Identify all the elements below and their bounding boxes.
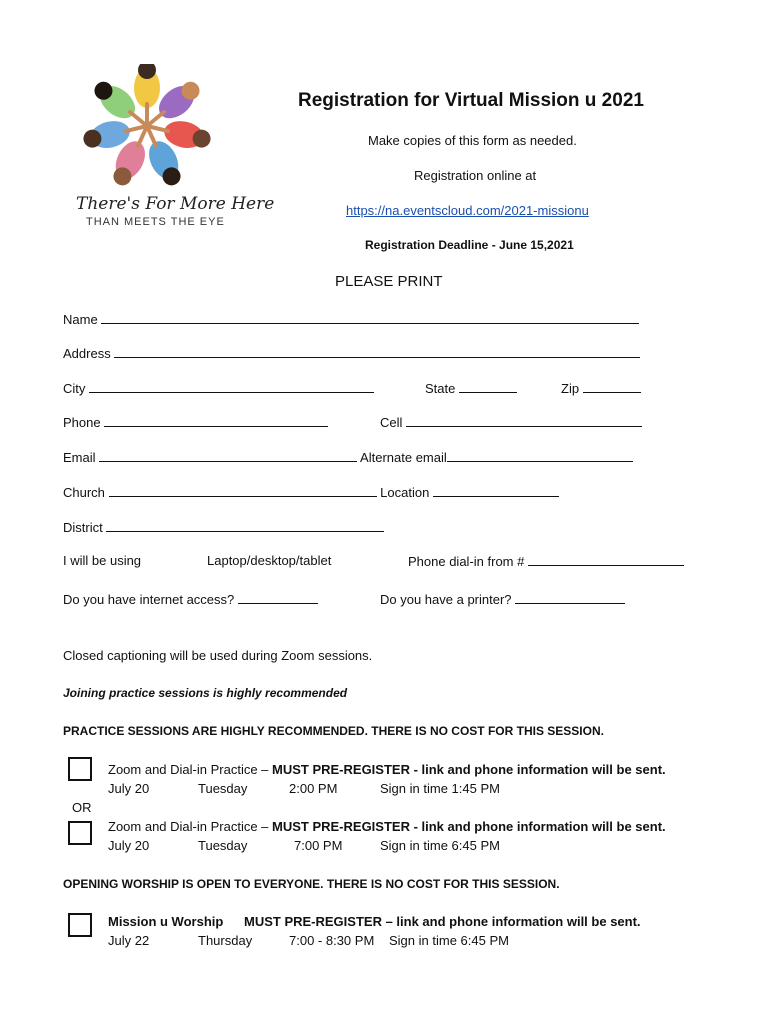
worship-day: Thursday [198, 933, 253, 948]
people-circle-icon [72, 64, 222, 194]
district-row [63, 519, 384, 535]
church-field[interactable] [109, 484, 377, 497]
practice-header: PRACTICE SESSIONS ARE HIGHLY RECOMMENDED. THERE IS NO COST FOR THIS SESSION. [63, 724, 604, 738]
name-row [63, 311, 639, 327]
page-title: Registration for Virtual Mission u 2021 [298, 90, 644, 111]
city-label: City [63, 381, 86, 396]
session-1-signin: Sign in time 1:45 PM [380, 781, 500, 796]
please-print: PLEASE PRINT [335, 273, 443, 290]
worship-checkbox[interactable] [68, 913, 92, 937]
zip-field[interactable] [583, 380, 641, 393]
name-field[interactable] [101, 311, 639, 324]
address-field[interactable] [114, 345, 640, 358]
worship-header: OPENING WORSHIP IS OPEN TO EVERYONE. THERE IS NO COST FOR THIS SESSION. [63, 877, 560, 891]
cell-label: Cell [380, 415, 403, 430]
email-field[interactable] [99, 449, 357, 462]
internet-label: Do you have internet access? [63, 592, 235, 607]
district-label: District [63, 520, 103, 535]
logo-tagline-script: There's For More Here [76, 194, 275, 214]
phone-label: Phone [63, 415, 101, 430]
cell-field[interactable] [406, 414, 642, 427]
session-2-title: Zoom and Dial-in Practice – MUST PRE-REGISTER - link and phone information will be sent. [108, 819, 666, 834]
session-2-date: July 20 [108, 838, 150, 853]
internet-row [63, 591, 318, 607]
printer-label: Do you have a printer? [380, 592, 512, 607]
phone-row [63, 414, 328, 430]
worship-must: MUST PRE-REGISTER – link and phone information will be sent. [244, 914, 641, 929]
session-1-title: Zoom and Dial-in Practice – MUST PRE-REGISTER - link and phone information will be sent. [108, 762, 666, 777]
state-row [425, 380, 517, 396]
email-label: Email [63, 450, 96, 465]
internet-field[interactable] [238, 591, 318, 604]
session-2-day: Tuesday [198, 838, 248, 853]
location-label: Location [380, 485, 430, 500]
session-2-signin: Sign in time 6:45 PM [380, 838, 500, 853]
worship-date: July 22 [108, 933, 150, 948]
printer-row [380, 591, 625, 607]
state-label: State [425, 381, 456, 396]
state-field[interactable] [459, 380, 517, 393]
captioning-note: Closed captioning will be used during Zoom sessions. [63, 648, 373, 663]
name-label: Name [63, 312, 98, 327]
district-field[interactable] [106, 519, 384, 532]
worship-title: Mission u Worship [108, 914, 224, 929]
address-row [63, 345, 640, 361]
phone-dialin-row [408, 553, 684, 569]
phone-field[interactable] [104, 414, 328, 427]
session-2-time: 7:00 PM [294, 838, 343, 853]
session-1-day: Tuesday [198, 781, 248, 796]
zip-row [561, 380, 641, 396]
session-2-checkbox[interactable] [68, 821, 92, 845]
worship-time: 7:00 - 8:30 PM [289, 933, 375, 948]
church-label: Church [63, 485, 105, 500]
session-1-time: 2:00 PM [289, 781, 338, 796]
copies-note: Make copies of this form as needed. [368, 133, 577, 148]
phone-dialin-label: Phone dial-in from # [408, 554, 525, 569]
email-row [63, 449, 633, 465]
city-row [63, 380, 374, 396]
logo-tagline-caps: THAN MEETS THE EYE [86, 216, 225, 228]
or-label: OR [72, 800, 92, 815]
alt-email-label: Alternate email [360, 450, 447, 465]
cell-row [380, 414, 642, 430]
registration-link[interactable]: https://na.eventscloud.com/2021-missionu [346, 203, 589, 218]
church-row [63, 484, 559, 500]
session-1-checkbox[interactable] [68, 757, 92, 781]
phone-dialin-field[interactable] [528, 553, 684, 566]
printer-field[interactable] [515, 591, 625, 604]
alt-email-field[interactable] [447, 449, 633, 462]
using-option[interactable]: Laptop/desktop/tablet [207, 553, 332, 568]
joining-note: Joining practice sessions is highly recommended [63, 686, 348, 700]
worship-signin: Sign in time 6:45 PM [389, 933, 509, 948]
city-field[interactable] [89, 380, 374, 393]
address-label: Address [63, 346, 111, 361]
using-label: I will be using [63, 553, 142, 568]
deadline: Registration Deadline - June 15,2021 [365, 238, 574, 252]
session-1-date: July 20 [108, 781, 150, 796]
zip-label: Zip [561, 381, 580, 396]
online-label: Registration online at [414, 168, 537, 183]
logo [72, 64, 275, 232]
location-field[interactable] [433, 484, 559, 497]
